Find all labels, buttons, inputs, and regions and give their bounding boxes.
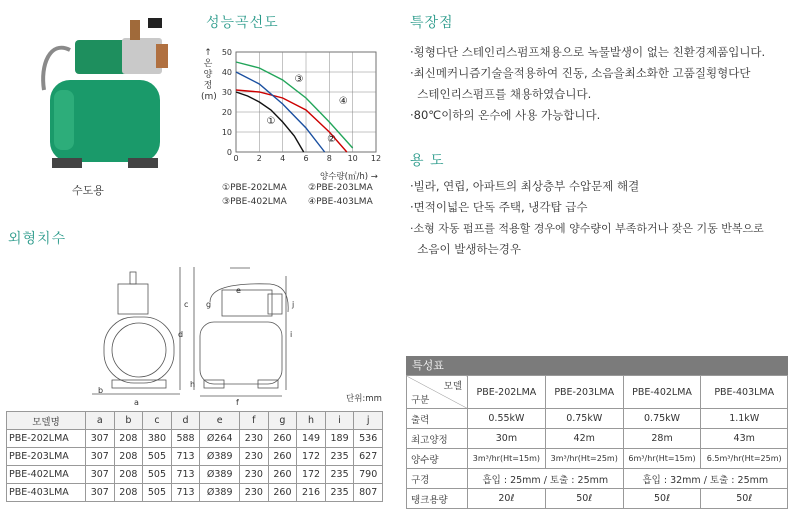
table-cell: 230 [240, 466, 269, 484]
spec-cell: 30m [468, 429, 546, 449]
product-caption: 수도용 [72, 184, 104, 197]
features-list [410, 42, 765, 126]
table-cell: 627 [354, 448, 383, 466]
table-cell: 172 [297, 466, 326, 484]
product-photo [30, 10, 180, 180]
table-cell: 230 [240, 484, 269, 502]
drawing-label-g: g [206, 300, 212, 309]
spec-cell: 50ℓ [545, 489, 623, 509]
table-header: e [200, 412, 240, 430]
spec-cell: 흡입 : 32mm / 토출 : 25mm [623, 469, 787, 489]
spec-cell: 42m [545, 429, 623, 449]
table-cell: 260 [268, 466, 297, 484]
usage-item: ·소형 자동 펌프를 적용할 경우에 양수량이 부족하거나 잦은 기동 반복으로 [410, 222, 764, 235]
spec-cell: 흡입 : 25mm / 토출 : 25mm [468, 469, 624, 489]
y-label-char: 양 [203, 70, 213, 80]
usage-list [410, 176, 764, 260]
table-row [407, 489, 788, 509]
table-cell: 260 [268, 448, 297, 466]
spec-model: PBE-403LMA [701, 376, 788, 409]
table-cell: 807 [354, 484, 383, 502]
spec-cell: 6m³/hr(Ht=15m) [623, 449, 701, 469]
drawing-label-h: h [190, 380, 196, 389]
spec-title: 특성표 [406, 356, 788, 375]
curve-label: ② [327, 134, 337, 145]
y-tick-label: 30 [221, 88, 232, 97]
y-label-char: 정 [203, 81, 213, 91]
table-cell: 307 [86, 484, 115, 502]
dimension-unit: 단위:mm [346, 394, 382, 404]
table-cell: 536 [354, 430, 383, 448]
table-row [7, 430, 383, 448]
feature-item: 스테인리스펌프를 채용하였습니다. [410, 87, 592, 101]
legend-model: PBE-203LMA [316, 183, 373, 193]
table-cell: 208 [114, 484, 143, 502]
table-cell: 208 [114, 430, 143, 448]
drawing-label-f: f [236, 398, 239, 407]
drawing-label-i: i [290, 330, 293, 339]
features-title: 특장점 [410, 15, 454, 31]
table-cell: 172 [297, 448, 326, 466]
table-header: f [240, 412, 269, 430]
x-tick-label: 10 [347, 154, 358, 163]
model-name-cell: PBE-202LMA [7, 430, 86, 448]
y-tick-label: 0 [226, 148, 232, 157]
curve-title: 성능곡선도 [206, 15, 279, 31]
dimensions-title: 외형치수 [8, 231, 67, 247]
table-cell: 216 [297, 484, 326, 502]
x-tick-label: 6 [303, 154, 309, 163]
table-cell: 149 [297, 430, 326, 448]
curve-legend [222, 181, 392, 209]
table-cell: 713 [171, 448, 200, 466]
spec-cell: 3m³/hr(Ht=25m) [545, 449, 623, 469]
table-cell: 505 [143, 466, 172, 484]
table-cell: 307 [86, 466, 115, 484]
model-name-cell: PBE-203LMA [7, 448, 86, 466]
y-label-char: (m) [201, 92, 217, 102]
usage-item: 소음이 발생하는경우 [410, 242, 521, 256]
table-cell: Ø389 [200, 448, 240, 466]
table-cell: 235 [325, 448, 354, 466]
dimensions-table [6, 411, 383, 502]
table-header: a [86, 412, 115, 430]
legend-item [222, 181, 308, 195]
legend-model: PBE-202LMA [230, 183, 287, 193]
curve-label: ① [266, 116, 276, 127]
spec-cell: 3m³/hr(Ht=15m) [468, 449, 546, 469]
usage-item: ·빌라, 연립, 아파트의 최상층부 수압문제 해결 [410, 179, 640, 193]
table-header-row [407, 376, 788, 409]
spec-table [406, 375, 788, 509]
spec-model: PBE-203LMA [545, 376, 623, 409]
legend-mark: ④ [308, 197, 317, 207]
drawing-label-j: j [292, 300, 295, 309]
spec-cell: 1.1kW [701, 409, 788, 429]
curve-x-label: 양수량(㎥/h) → [320, 172, 378, 182]
table-cell: Ø389 [200, 466, 240, 484]
table-cell: 189 [325, 430, 354, 448]
table-cell: Ø389 [200, 484, 240, 502]
table-cell: 260 [268, 484, 297, 502]
table-cell: 505 [143, 484, 172, 502]
legend-model: PBE-402LMA [230, 197, 287, 207]
feature-item: ·80℃이하의 온수에 사용 가능합니다. [410, 108, 601, 122]
table-row [407, 449, 788, 469]
spec-cell: 0.75kW [545, 409, 623, 429]
drawing-label-c: c [184, 300, 189, 309]
y-label-char: 온 [203, 59, 213, 69]
spec-row-label: 출력 [407, 409, 468, 429]
spec-corner-bottom: 구분 [411, 395, 430, 406]
table-cell: 790 [354, 466, 383, 484]
table-cell: 230 [240, 448, 269, 466]
spec-row-label: 탱크용량 [407, 489, 468, 509]
legend-model: PBE-403LMA [316, 197, 373, 207]
table-cell: Ø264 [200, 430, 240, 448]
spec-cell: 28m [623, 429, 701, 449]
spec-cell: 0.75kW [623, 409, 701, 429]
curve-label: ④ [338, 96, 348, 107]
legend-item [308, 195, 373, 209]
curve-label: ③ [294, 74, 304, 85]
table-cell: 307 [86, 448, 115, 466]
performance-chart [214, 46, 386, 172]
table-cell: 588 [171, 430, 200, 448]
spec-row-label: 최고양정 [407, 429, 468, 449]
table-row [407, 469, 788, 489]
table-row [407, 429, 788, 449]
table-cell: 307 [86, 430, 115, 448]
table-cell: 208 [114, 448, 143, 466]
dimension-drawing [90, 262, 390, 402]
table-row [7, 448, 383, 466]
usage-title: 용 도 [410, 153, 445, 169]
drawing-label-a: a [134, 398, 139, 407]
table-cell: 505 [143, 448, 172, 466]
spec-row-label: 양수량 [407, 449, 468, 469]
legend-mark: ① [222, 183, 231, 193]
legend-item [308, 181, 373, 195]
y-tick-label: 50 [221, 48, 232, 57]
table-row [7, 466, 383, 484]
drawing-label-d: d [178, 330, 184, 339]
table-header: h [297, 412, 326, 430]
spec-corner-top: 모델 [443, 381, 462, 392]
drawing-label-b: b [98, 386, 104, 395]
table-cell: 235 [325, 484, 354, 502]
spec-corner [407, 376, 468, 409]
table-header: c [143, 412, 172, 430]
spec-cell: 20ℓ [468, 489, 546, 509]
spec-cell: 50ℓ [623, 489, 701, 509]
usage-item: ·면적이넓은 단독 주택, 냉각탑 급수 [410, 200, 588, 214]
table-cell: 235 [325, 466, 354, 484]
model-name-cell: PBE-403LMA [7, 484, 86, 502]
spec-cell: 43m [701, 429, 788, 449]
x-tick-label: 8 [326, 154, 332, 163]
legend-mark: ② [308, 183, 317, 193]
model-name-cell: PBE-402LMA [7, 466, 86, 484]
table-header: j [354, 412, 383, 430]
table-cell: 713 [171, 484, 200, 502]
spec-cell: 6.5m³/hr(Ht=25m) [701, 449, 788, 469]
drawing-label-e: e [236, 286, 241, 295]
spec-model: PBE-402LMA [623, 376, 701, 409]
table-header: 모델명 [7, 412, 86, 430]
table-header: b [114, 412, 143, 430]
table-header: i [325, 412, 354, 430]
table-cell: 208 [114, 466, 143, 484]
table-header-row [7, 412, 383, 430]
table-header: d [171, 412, 200, 430]
table-row [7, 484, 383, 502]
x-tick-label: 4 [280, 154, 286, 163]
legend-item [222, 195, 308, 209]
spec-model: PBE-202LMA [468, 376, 546, 409]
spec-cell: 0.55kW [468, 409, 546, 429]
feature-item: ·횡형다단 스테인리스펌프채용으로 녹물발생이 없는 친환경제품입니다. [410, 45, 766, 59]
table-cell: 380 [143, 430, 172, 448]
table-cell: 230 [240, 430, 269, 448]
spec-cell: 50ℓ [701, 489, 788, 509]
legend-mark: ③ [222, 197, 231, 207]
curve-y-label [201, 48, 215, 103]
x-tick-label: 2 [256, 154, 262, 163]
x-tick-label: 0 [233, 154, 239, 163]
y-tick-label: 20 [221, 108, 232, 117]
table-cell: 260 [268, 430, 297, 448]
table-row [407, 409, 788, 429]
table-cell: 713 [171, 466, 200, 484]
y-label-char: ↑ [204, 48, 212, 58]
y-tick-label: 10 [221, 128, 232, 137]
feature-item: ·최신메커니즘기술을적용하여 진동, 소음을최소화한 고품질횡형다단 [410, 66, 751, 80]
spec-row-label: 구경 [407, 469, 468, 489]
x-tick-label: 12 [370, 154, 382, 163]
y-tick-label: 40 [221, 68, 232, 77]
table-header: g [268, 412, 297, 430]
